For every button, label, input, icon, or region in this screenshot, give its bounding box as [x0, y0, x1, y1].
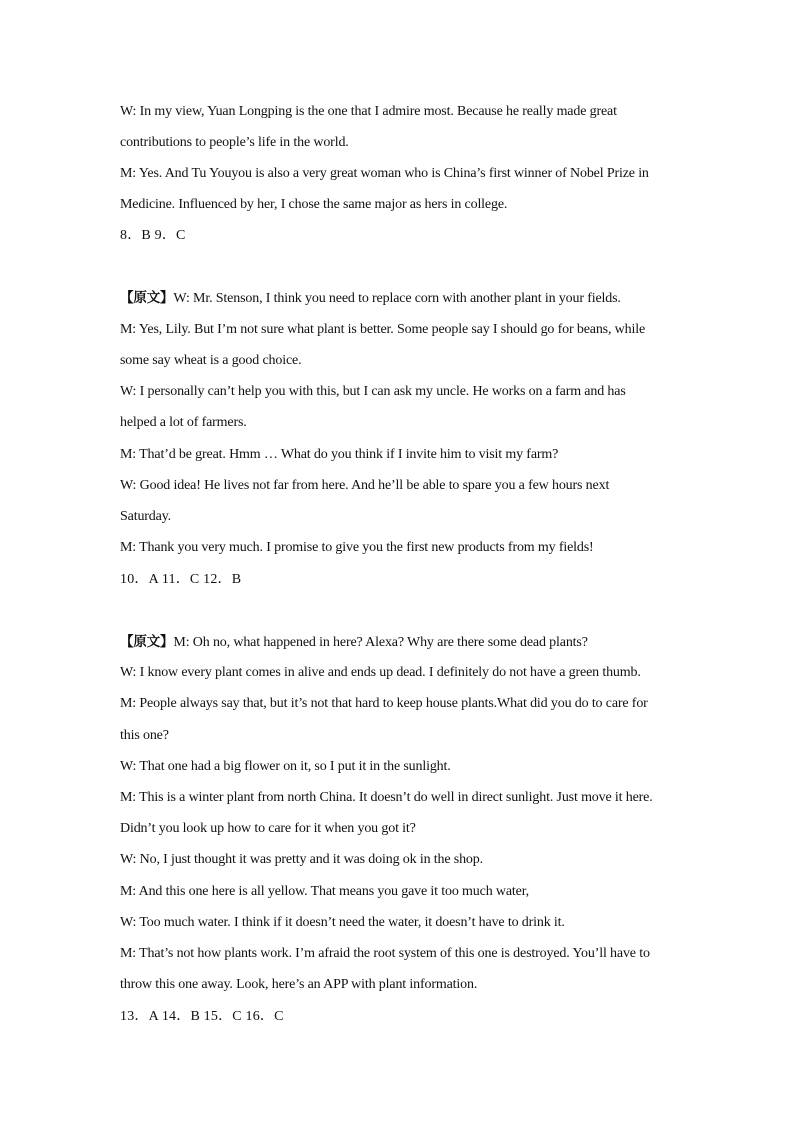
answer-key: 8．B 9．C: [120, 228, 186, 243]
transcript-line: helped a lot of farmers.: [120, 415, 247, 430]
transcript-line: throw this one away. Look, here’s an APP with plant information.: [120, 977, 478, 992]
answer-key: 10．A 11．C 12．B: [120, 572, 242, 587]
transcript-line: M: That’d be great. Hmm … What do you think if I invite him to visit my farm?: [120, 447, 559, 462]
answer-key: 13．A 14．B 15．C 16．C: [120, 1009, 284, 1024]
transcript-line: M: People always say that, but it’s not that hard to keep house plants.What did you do to care for: [120, 696, 648, 711]
transcript-line: [120, 633, 680, 652]
transcript-line: some say wheat is a good choice.: [120, 353, 302, 368]
transcript-line: M: Yes, Lily. But I’m not sure what plant is better. Some people say I should go for beans, while: [120, 322, 646, 337]
transcript-line: W: I know every plant comes in alive and ends up dead. I definitely do not have a green thumb.: [120, 665, 641, 680]
transcript-line: M: This is a winter plant from north China. It doesn’t do well in direct sunlight. Just move it here.: [120, 790, 653, 805]
transcript-line: Saturday.: [120, 509, 172, 524]
transcript-line: W: Too much water. I think if it doesn’t need the water, it doesn’t have to drink it.: [120, 915, 565, 930]
transcript-line: Didn’t you look up how to care for it when you got it?: [120, 821, 416, 836]
transcript-text: W: Mr. Stenson, I think you need to replace corn with another plant in your fields.: [173, 291, 621, 306]
transcript-line: M: Yes. And Tu Youyou is also a very great woman who is China’s first winner of Nobel Prize in: [120, 166, 649, 181]
original-text-tag: 【原文】: [120, 290, 174, 306]
transcript-line: M: That’s not how plants work. I’m afraid the root system of this one is destroyed. You’ll have to: [120, 946, 650, 961]
transcript-line: M: Thank you very much. I promise to give you the first new products from my fields!: [120, 540, 594, 555]
transcript-line: W: That one had a big flower on it, so I put it in the sunlight.: [120, 759, 451, 774]
transcript-line: M: And this one here is all yellow. That means you gave it too much water,: [120, 884, 530, 899]
transcript-line: contributions to people’s life in the world.: [120, 135, 349, 150]
transcript-line: W: Good idea! He lives not far from here. And he’ll be able to spare you a few hours next: [120, 478, 610, 493]
transcript-line: W: In my view, Yuan Longping is the one that I admire most. Because he really made great: [120, 104, 617, 119]
transcript-line: W: I personally can’t help you with this, but I can ask my uncle. He works on a farm and has: [120, 384, 626, 399]
transcript-line: W: No, I just thought it was pretty and it was doing ok in the shop.: [120, 852, 483, 867]
original-text-tag: 【原文】: [120, 634, 174, 650]
transcript-line: this one?: [120, 728, 169, 743]
transcript-line: Medicine. Influenced by her, I chose the same major as hers in college.: [120, 197, 508, 212]
transcript-line: [120, 289, 680, 308]
transcript-text: M: Oh no, what happened in here? Alexa? Why are there some dead plants?: [173, 635, 588, 650]
